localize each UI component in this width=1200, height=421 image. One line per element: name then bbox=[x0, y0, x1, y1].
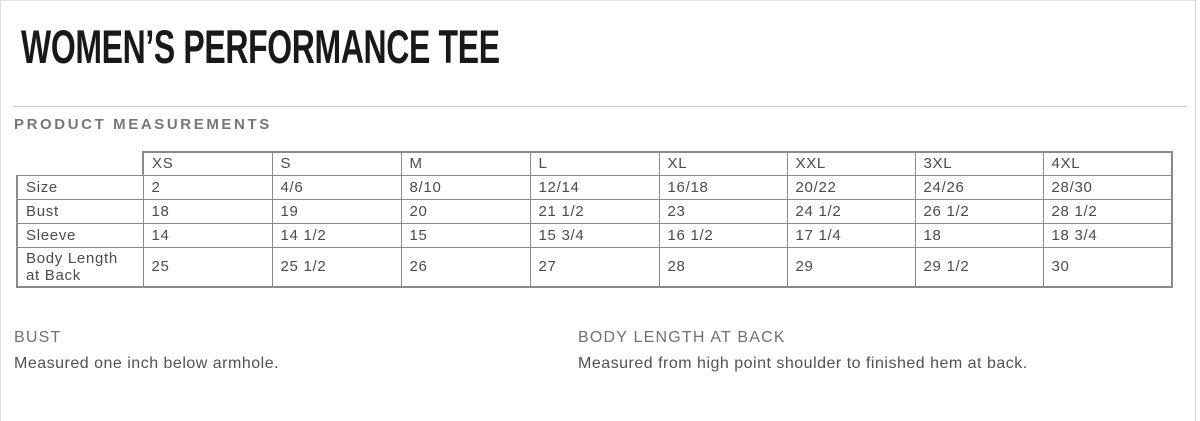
measurement-cell: 18 3/4 bbox=[1043, 223, 1172, 247]
table-row-sleeve bbox=[17, 223, 1172, 247]
measurement-cell: 14 bbox=[143, 223, 272, 247]
row-label-size: Size bbox=[17, 175, 143, 199]
measurement-cell: 25 bbox=[143, 247, 272, 287]
note-body-length-description: Measured from high point shoulder to finished hem at back. bbox=[578, 355, 1028, 372]
measurement-cell: 29 1/2 bbox=[915, 247, 1043, 287]
row-label-body-length: Body Length at Back bbox=[17, 247, 143, 287]
measurement-cell: 16/18 bbox=[659, 175, 787, 199]
page-title: WOMEN’S PERFORMANCE TEE bbox=[21, 20, 500, 73]
column-header-xs: XS bbox=[143, 152, 272, 175]
measurements-table bbox=[16, 151, 1173, 288]
header-row bbox=[17, 152, 1172, 175]
column-header-xl: XL bbox=[659, 152, 787, 175]
note-bust-description: Measured one inch below armhole. bbox=[14, 355, 280, 372]
measurement-cell: 17 1/4 bbox=[787, 223, 915, 247]
measurement-cell: 24 1/2 bbox=[787, 199, 915, 223]
note-bust bbox=[14, 329, 279, 373]
table-row-bust bbox=[17, 199, 1172, 223]
measurement-cell: 28/30 bbox=[1043, 175, 1172, 199]
measurement-cell: 23 bbox=[659, 199, 787, 223]
measurement-cell: 20/22 bbox=[787, 175, 915, 199]
measurement-cell: 27 bbox=[530, 247, 659, 287]
column-header-l: L bbox=[530, 152, 659, 175]
measurement-cell: 26 bbox=[401, 247, 530, 287]
title-divider bbox=[13, 106, 1187, 107]
column-header-4xl: 4XL bbox=[1043, 152, 1172, 175]
measurement-cell: 26 1/2 bbox=[915, 199, 1043, 223]
measurement-cell: 20 bbox=[401, 199, 530, 223]
column-header-3xl: 3XL bbox=[915, 152, 1043, 175]
measurement-cell: 24/26 bbox=[915, 175, 1043, 199]
measurement-cell: 14 1/2 bbox=[272, 223, 401, 247]
note-bust-heading: BUST bbox=[14, 329, 62, 346]
measurement-cell: 18 bbox=[143, 199, 272, 223]
page-right-border bbox=[1195, 0, 1196, 421]
table-row-body-length bbox=[17, 247, 1172, 287]
measurements-table-container bbox=[16, 151, 1173, 288]
note-body-length-heading: BODY LENGTH AT BACK bbox=[578, 329, 786, 346]
measurement-cell: 16 1/2 bbox=[659, 223, 787, 247]
column-header-xxl: XXL bbox=[787, 152, 915, 175]
row-label-bust: Bust bbox=[17, 199, 143, 223]
measurement-cell: 18 bbox=[915, 223, 1043, 247]
measurement-cell: 19 bbox=[272, 199, 401, 223]
measurement-cell: 12/14 bbox=[530, 175, 659, 199]
page-top-border bbox=[0, 0, 1196, 1]
column-header-s: S bbox=[272, 152, 401, 175]
measurement-cell: 4/6 bbox=[272, 175, 401, 199]
measurement-cell: 29 bbox=[787, 247, 915, 287]
measurement-cell: 30 bbox=[1043, 247, 1172, 287]
column-header-m: M bbox=[401, 152, 530, 175]
measurement-cell: 8/10 bbox=[401, 175, 530, 199]
measurement-cell: 25 1/2 bbox=[272, 247, 401, 287]
measurement-cell: 2 bbox=[143, 175, 272, 199]
corner-cell bbox=[17, 152, 143, 175]
row-label-sleeve: Sleeve bbox=[17, 223, 143, 247]
measurement-cell: 21 1/2 bbox=[530, 199, 659, 223]
table-row-size bbox=[17, 175, 1172, 199]
measurement-cell: 28 bbox=[659, 247, 787, 287]
note-body-length bbox=[578, 329, 1028, 373]
measurement-cell: 28 1/2 bbox=[1043, 199, 1172, 223]
page-left-border bbox=[0, 0, 1, 421]
measurement-cell: 15 bbox=[401, 223, 530, 247]
section-heading: PRODUCT MEASUREMENTS bbox=[14, 116, 272, 133]
measurement-cell: 15 3/4 bbox=[530, 223, 659, 247]
